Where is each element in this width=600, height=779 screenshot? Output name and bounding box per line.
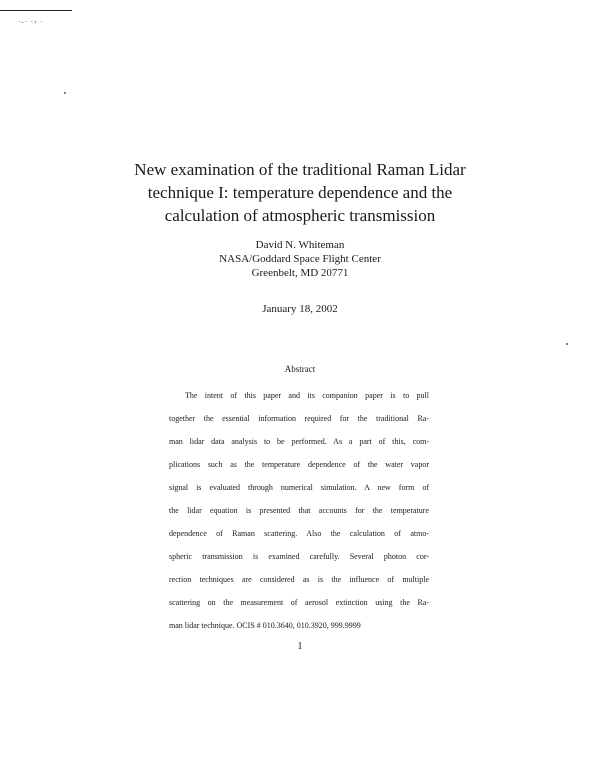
title-line: technique I: temperature dependence and the (147, 183, 453, 202)
abstract-line: spheric transmission is examined carefully. Several photon cor- (169, 552, 429, 561)
scan-speck (64, 92, 66, 94)
abstract-line: the lidar equation is presented that accounts for the temperature (169, 506, 429, 515)
abstract-line: man lidar data analysis to be performed. As a part of this, com- (169, 437, 429, 446)
abstract-line: plications such as the temperature dependence of the water vapor (169, 460, 429, 469)
abstract-line: signal is evaluated through numerical simulation. A new form of (169, 483, 429, 492)
title-line: calculation of atmospheric transmission (164, 206, 436, 225)
scan-artifact-mark: ·‐· ·› · (18, 18, 44, 26)
scan-speck (566, 343, 568, 345)
page-number: 1 (297, 641, 303, 652)
abstract-body (169, 384, 429, 637)
paper-title (90, 158, 510, 227)
abstract-heading: Abstract (284, 364, 316, 374)
author-block (150, 238, 450, 280)
abstract-line: rection techniques are considered as is the influence of multiple (169, 575, 429, 584)
abstract-line: dependence of Raman scattering. Also the calculation of atmo- (169, 529, 429, 538)
abstract-line: scattering on the measurement of aerosol extinction using the Ra- (169, 598, 429, 607)
scan-header-rule (0, 10, 72, 11)
abstract-line: man lidar technique. OCIS # 010.3640, 010.3920, 999.9999 (169, 621, 361, 630)
author-affiliation: NASA/Goddard Space Flight Center (219, 253, 381, 265)
title-line: New examination of the traditional Raman Lidar (134, 160, 466, 179)
abstract-line: together the essential information required for the traditional Ra- (169, 414, 429, 423)
paper-date: January 18, 2002 (262, 303, 338, 315)
author-name: David N. Whiteman (255, 239, 345, 251)
author-location: Greenbelt, MD 20771 (251, 267, 349, 279)
abstract-line: The intent of this paper and its companion paper is to pull (185, 391, 429, 400)
